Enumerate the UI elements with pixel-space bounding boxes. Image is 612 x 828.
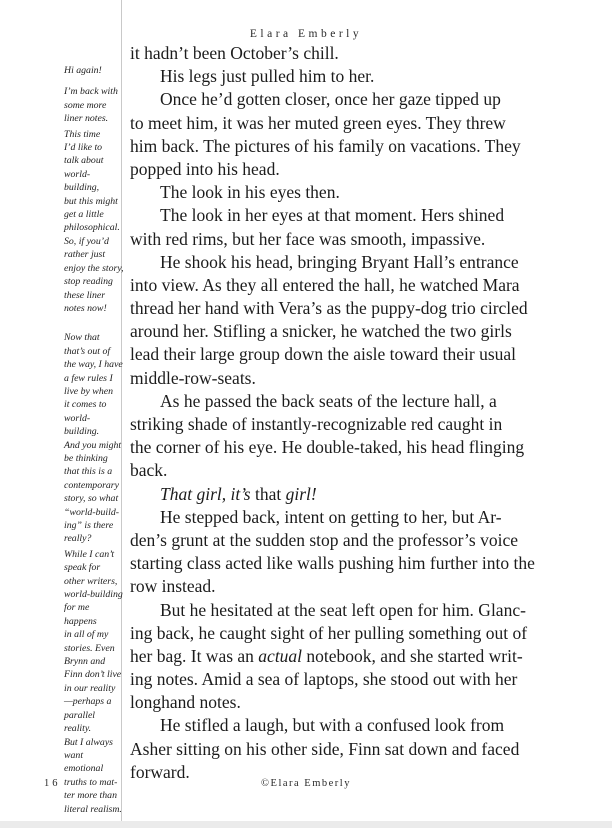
page-header-author: Elara Emberly [249,28,363,40]
body-line: That girl, it’s that girl! [160,483,317,504]
body-line: starting class acted like walls pushing him further into the [130,553,535,574]
body-line: into view. As they all entered the hall, he watched Mara [130,274,520,295]
body-line: with red rims, but her face was smooth, impassive. [130,228,486,249]
liner-notes-column [64,64,124,816]
body-line: striking shade of instantly-recognizable red caught in [130,414,503,434]
liner-note: While I can’t speak for other writers, world-building for me happens in all of my stories. Even Brynn and Finn don’t live in our reality —perhaps a parallel reality. But I always want emotional truths to mat- ter more than literal realism. [64,548,123,815]
body-line: him back. The pictures of his family on vacations. They [130,135,521,156]
body-line: As he passed the back seats of the lecture hall, a [160,390,497,411]
body-line: the corner of his eye. He double-taked, his head flinging [130,437,525,458]
body-line: Asher sitting on his other side, Finn sat down and faced [130,738,520,759]
copyright-line: ©Elara Emberly [261,778,351,789]
page-number: 16 [44,778,61,789]
body-line: The look in his eyes then. [160,182,340,203]
body-line: But he hesitated at the seat left open for him. Glanc- [160,599,526,620]
body-line: thread her hand with Vera’s as the puppy-dog trio circled [130,298,528,319]
body-line: den’s grunt at the sudden stop and the professor’s voice [130,529,518,550]
body-line: longhand notes. [130,692,241,713]
body-line: popped into his head. [130,158,280,179]
liner-note: Hi again! [64,65,102,76]
body-line: around her. Stifling a snicker, he watched the two girls [130,321,512,342]
liner-note: I’m back with some more liner notes. [64,86,118,125]
body-line: Once he’d gotten closer, once her gaze tipped up [160,89,501,110]
body-line: ing notes. Amid a sea of laptops, she stood out with her [130,669,518,690]
body-line: it hadn’t been October’s chill. [130,43,339,63]
liner-note: Now that that’s out of the way, I have a few rules I live by when it comes to world-building. And you might be thinking that this is a contemporary story, so what “world-build- ing” is there really? [64,332,123,545]
sidebar-notes [64,64,124,816]
body-line: forward. [130,761,190,782]
body-text [130,42,605,784]
body-line: ing back, he caught sight of her pulling something out of [130,622,528,643]
bottom-page-edge [0,821,612,828]
body-line: He stifled a laugh, but with a confused look from [160,715,505,736]
body-line: row instead. [130,576,216,597]
body-line: His legs just pulled him to her. [160,66,375,87]
body-line: lead their large group down the aisle toward their usual [130,344,517,365]
body-line: to meet him, it was her muted green eyes. They threw [130,112,506,133]
body-line: He stepped back, intent on getting to her, but Ar- [160,506,502,527]
liner-note: This time I’d like to talk about world-building, but this might get a little philosophical. So, if you’d rather just enjoy the story, stop reading these liner notes now! [64,128,124,314]
body-line: He shook his head, bringing Bryant Hall’s entrance [160,251,519,272]
body-line: her bag. It was an actual notebook, and she started writ- [130,645,523,666]
body-line: The look in her eyes at that moment. Hers shined [160,205,505,226]
body-line: back. [130,460,168,481]
body-line: middle-row-seats. [130,367,256,388]
